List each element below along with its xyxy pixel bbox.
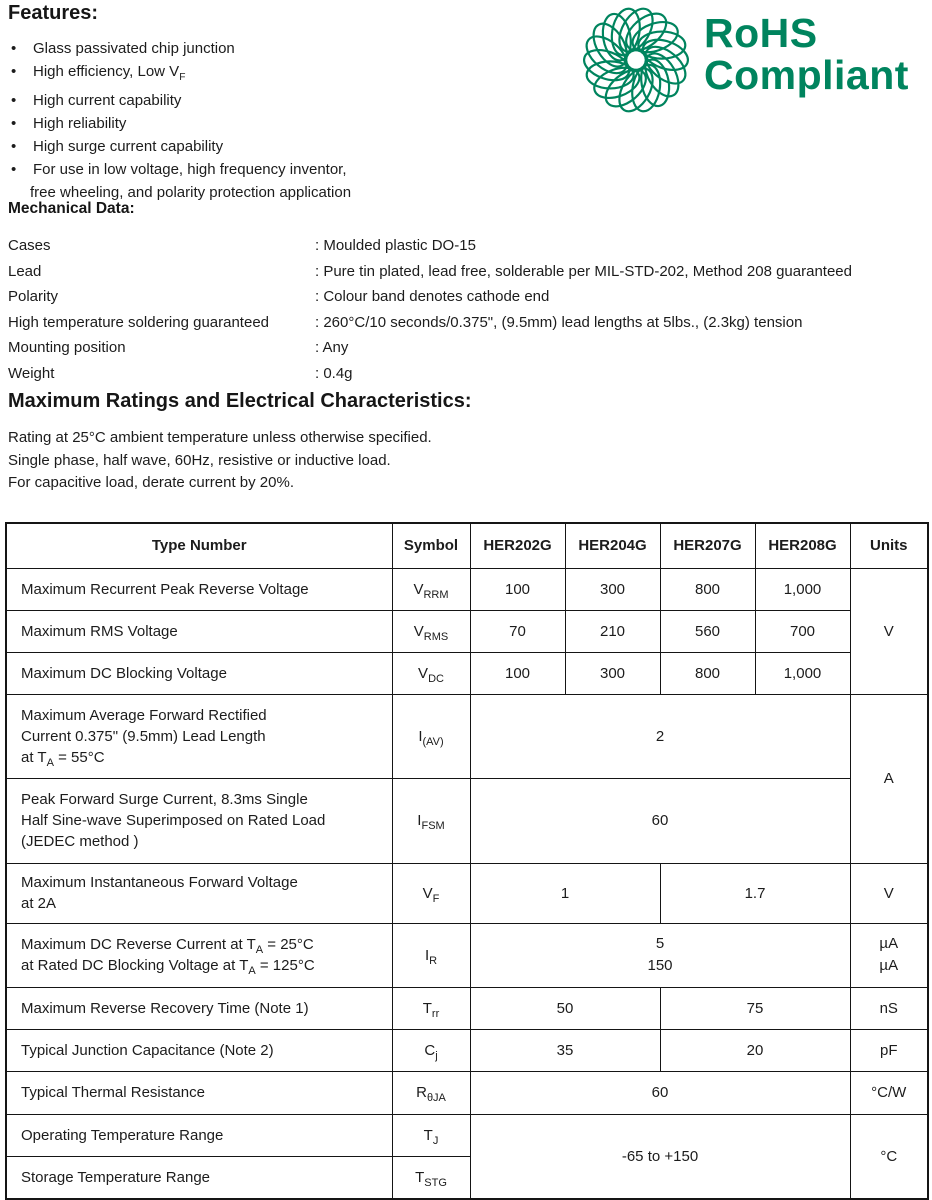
ratings-note: Rating at 25°C ambient temperature unless otherwise specified. bbox=[8, 429, 432, 446]
ratings-heading: Maximum Ratings and Electrical Characteristics: bbox=[8, 390, 472, 412]
col-header-her207g: HER207G bbox=[660, 523, 755, 568]
cell-symbol: $V_{RRM}$ bbox=[392, 568, 470, 610]
feature-item bbox=[8, 158, 351, 181]
cell-symbol: $C_j$ bbox=[392, 1029, 470, 1071]
cell-value: 75 bbox=[660, 987, 850, 1029]
cell-value: 70 bbox=[470, 610, 565, 652]
rohs-line2: Compliant bbox=[704, 52, 909, 98]
cell-value: 210 bbox=[565, 610, 660, 652]
rohs-text bbox=[704, 12, 909, 96]
table-row bbox=[6, 987, 928, 1029]
cell-value: 50 bbox=[470, 987, 660, 1029]
feature-item bbox=[8, 37, 351, 60]
bullet-icon: • bbox=[11, 40, 17, 57]
mech-label: Mounting position bbox=[8, 339, 126, 356]
cell-units: V bbox=[850, 568, 928, 694]
cell-units: V bbox=[850, 863, 928, 923]
cell-value: 100 bbox=[470, 652, 565, 694]
feature-text: Glass passivated chip junction bbox=[33, 40, 235, 57]
cell-units: pF bbox=[850, 1029, 928, 1071]
features-heading: Features: bbox=[8, 2, 99, 24]
rohs-line1: RoHS bbox=[704, 10, 818, 56]
feature-item bbox=[8, 89, 351, 112]
feature-text-continuation: free wheeling, and polarity protection application bbox=[30, 184, 352, 201]
cell-value: 300 bbox=[565, 568, 660, 610]
cell-value: 1,000 bbox=[755, 652, 850, 694]
cell-value: 1.7 bbox=[660, 863, 850, 923]
cell-label: Typical Junction Capacitance (Note 2) bbox=[6, 1029, 392, 1071]
cell-value: -65 to +150 bbox=[470, 1114, 850, 1199]
cell-value: 300 bbox=[565, 652, 660, 694]
table-row bbox=[6, 778, 928, 863]
bullet-icon: • bbox=[11, 138, 17, 155]
cell-value: 60 bbox=[470, 778, 850, 863]
mech-label: Lead bbox=[8, 262, 42, 280]
ratings-table-wrapper bbox=[5, 522, 929, 1200]
feature-item bbox=[8, 112, 351, 135]
feature-item bbox=[8, 60, 351, 89]
mechanical-data-heading: Mechanical Data: bbox=[8, 200, 135, 217]
col-header-symbol: Symbol bbox=[392, 523, 470, 568]
cell-units: A bbox=[850, 694, 928, 863]
table-row bbox=[6, 1029, 928, 1071]
cell-value: 60 bbox=[470, 1071, 850, 1114]
bullet-icon: • bbox=[11, 92, 17, 109]
subscript: F bbox=[179, 72, 186, 83]
mech-row bbox=[8, 284, 928, 310]
ratings-note: For capacitive load, derate current by 20%. bbox=[8, 474, 294, 491]
bullet-icon: • bbox=[11, 115, 17, 132]
bullet-icon: • bbox=[11, 63, 17, 80]
col-header-her204g: HER204G bbox=[565, 523, 660, 568]
mech-value: : Colour band denotes cathode end bbox=[315, 288, 550, 305]
cell-symbol: $T_{rr}$ bbox=[392, 987, 470, 1029]
cell-value: 35 bbox=[470, 1029, 660, 1071]
ratings-table bbox=[5, 522, 929, 1200]
table-row bbox=[6, 1071, 928, 1114]
cell-symbol: $I_{(AV)}$ bbox=[392, 694, 470, 778]
feature-text: For use in low voltage, high frequency inventor, bbox=[33, 161, 347, 178]
mech-label: High temperature soldering guaranteed bbox=[8, 313, 269, 331]
mech-label: Weight bbox=[8, 364, 55, 382]
feature-text: High current capability bbox=[33, 92, 182, 109]
cell-label: Maximum Instantaneous Forward Voltage at 2A bbox=[6, 863, 392, 923]
cell-label: Peak Forward Surge Current, 8.3ms Single Half Sine-wave Superimposed on Rated Load (JEDEC method ) bbox=[6, 778, 392, 863]
table-row bbox=[6, 863, 928, 923]
cell-label: Maximum RMS Voltage bbox=[6, 610, 392, 652]
cell-value: 20 bbox=[660, 1029, 850, 1071]
cell-symbol: $V_{RMS}$ bbox=[392, 610, 470, 652]
cell-units: nS bbox=[850, 987, 928, 1029]
mech-value: : Pure tin plated, lead free, solderable per MIL-STD-202, Method 208 guaranteed bbox=[315, 262, 852, 280]
cell-label: Maximum Reverse Recovery Time (Note 1) bbox=[6, 987, 392, 1029]
mech-row bbox=[8, 310, 928, 336]
cell-symbol: $V_F$ bbox=[392, 863, 470, 923]
bullet-icon: • bbox=[11, 161, 17, 178]
mechanical-data-section bbox=[8, 200, 928, 386]
mech-row bbox=[8, 335, 928, 361]
feature-item bbox=[8, 135, 351, 158]
mech-label: Cases bbox=[8, 237, 51, 254]
cell-symbol: $I_R$ bbox=[392, 923, 470, 987]
cell-value: 1 bbox=[470, 863, 660, 923]
mech-label: Polarity bbox=[8, 288, 59, 305]
cell-value: 1,000 bbox=[755, 568, 850, 610]
table-row bbox=[6, 1114, 928, 1156]
rohs-badge bbox=[580, 4, 909, 116]
ratings-note: Single phase, half wave, 60Hz, resistive or inductive load. bbox=[8, 451, 391, 469]
table-row bbox=[6, 652, 928, 694]
mech-row bbox=[8, 259, 928, 285]
cell-value: 5 150 bbox=[470, 923, 850, 987]
cell-symbol: $T_J$ bbox=[392, 1114, 470, 1156]
feature-text: High reliability bbox=[33, 115, 127, 132]
col-header-her202g: HER202G bbox=[470, 523, 565, 568]
cell-label: Storage Temperature Range bbox=[6, 1156, 392, 1199]
cell-label: Maximum Recurrent Peak Reverse Voltage bbox=[6, 568, 392, 610]
cell-value: 100 bbox=[470, 568, 565, 610]
col-header-type-number: Type Number bbox=[6, 523, 392, 568]
mech-value: : 0.4g bbox=[315, 364, 353, 382]
table-row bbox=[6, 694, 928, 778]
cell-units: µA µA bbox=[850, 923, 928, 987]
cell-value: 560 bbox=[660, 610, 755, 652]
cell-value: 700 bbox=[755, 610, 850, 652]
cell-label: Maximum DC Blocking Voltage bbox=[6, 652, 392, 694]
cell-label: Operating Temperature Range bbox=[6, 1114, 392, 1156]
col-header-her208g: HER208G bbox=[755, 523, 850, 568]
table-row bbox=[6, 568, 928, 610]
mech-row bbox=[8, 361, 928, 387]
features-section bbox=[8, 0, 351, 204]
cell-value: 2 bbox=[470, 694, 850, 778]
cell-label: Typical Thermal Resistance bbox=[6, 1071, 392, 1114]
col-header-units: Units bbox=[850, 523, 928, 568]
cell-symbol: $R_{\theta JA}$ bbox=[392, 1071, 470, 1114]
table-row bbox=[6, 923, 928, 987]
table-row bbox=[6, 610, 928, 652]
cell-value: 800 bbox=[660, 652, 755, 694]
mech-value: : 260°C/10 seconds/0.375", (9.5mm) lead lengths at 5lbs., (2.3kg) tension bbox=[315, 313, 803, 331]
cell-units: °C/W bbox=[850, 1071, 928, 1114]
table-header-row bbox=[6, 523, 928, 568]
mech-value: : Any bbox=[315, 339, 349, 356]
feature-text: High efficiency, Low $V_F$ bbox=[33, 63, 186, 83]
cell-symbol: $I_{FSM}$ bbox=[392, 778, 470, 863]
cell-label: Maximum Average Forward Rectified Current 0.375" (9.5mm) Lead Length at $T_A = 55^\circ C$ bbox=[6, 694, 392, 778]
cell-label: Maximum DC Reverse Current at $T_A = 25^\circ C$ at Rated DC Blocking Voltage at $T_A = 125^\circ C$ bbox=[6, 923, 392, 987]
rohs-logo-icon bbox=[580, 4, 692, 116]
mech-value: : Moulded plastic DO-15 bbox=[315, 237, 476, 254]
feature-text: High surge current capability bbox=[33, 138, 224, 155]
cell-symbol: $T_{STG}$ bbox=[392, 1156, 470, 1199]
ratings-section bbox=[8, 390, 472, 495]
mech-row bbox=[8, 233, 928, 259]
cell-units: °C bbox=[850, 1114, 928, 1199]
cell-value: 800 bbox=[660, 568, 755, 610]
cell-symbol: $V_{DC}$ bbox=[392, 652, 470, 694]
